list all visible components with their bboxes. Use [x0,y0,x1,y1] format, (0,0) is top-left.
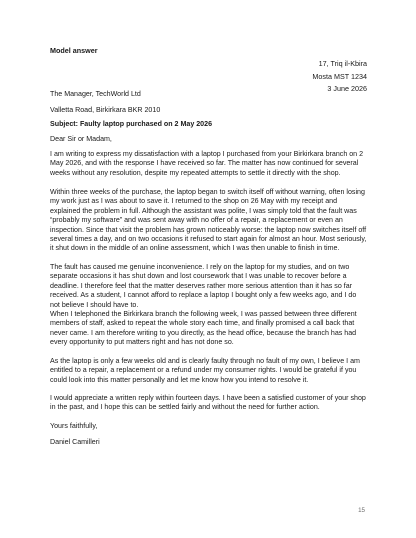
body-paragraph: When I telephoned the Birkirkara branch the following week, I was passed between three different members of staff, asked to repeat the whole story each time, and finally promised a call back that never came. I am therefore writing to you directly, as the head office, because the branch has had every opportunity to put matters right and has not done so. [50,310,357,347]
body-paragraph: I am writing to express my dissatisfaction with a laptop I purchased from your Birkirkara branch on 2 May 2026, and with the response I have received so far. The matter has now continued for several weeks without any resolution, despite my repeated attempts to settle it directly with the shop. [50,150,364,177]
body-paragraph: The fault has caused me genuine inconvenience. I rely on the laptop for my studies, and on two separate occasions it has shut down and lost coursework that I was unable to recover before a deadline. I therefore feel that the matter deserves rather more serious attention than it has so far received. As a student, I cannot afford to replace a laptop I bought only a few weeks ago, and I do not believe I should have to. [50,263,357,309]
document-heading: Model answer [50,46,98,55]
body-paragraph: I would appreciate a written reply within fourteen days. I have been a satisfied customer of your shop in the past, and I hope this can be settled fairly and without the need for further action. [50,394,366,412]
page-number: 15 [358,507,365,514]
body-paragraph: Within three weeks of the purchase, the laptop began to switch itself off without warning, often losing my work just as I was about to save it. I returned to the shop on 26 May with my receipt and explained the problem in full. Although the assistant was polite, I was simply told that the fault was “probably my software” and was sent away with no offer of a repair, a replacement or even an inspection. Since that visit the problem has grown noticeably worse: the laptop now switches itself off several times a day, and on two occasions it refused to start again for almost an hour. Most seriously, it shut down in the middle of an online assessment, which I was then unable to finish in time. [50,188,367,253]
sender-town: Mosta MST 1234 [312,71,367,81]
salutation: Dear Sir or Madam, [50,135,112,143]
signature: Daniel Camilleri [50,438,100,446]
recipient-name: The Manager, TechWorld Ltd [50,90,141,98]
closing: Yours faithfully, [50,422,98,430]
sender-street: 17, Triq il-Kbira [318,59,367,68]
letter-subject: Subject: Faulty laptop purchased on 2 May 2026 [50,120,213,128]
letter-date: 3 June 2026 [327,84,367,94]
recipient-address: Valletta Road, Birkirkara BKR 2010 [50,106,161,114]
body-paragraph: As the laptop is only a few weeks old and is clearly faulty through no fault of my own, I believe I am entitled to a repair, a replacement or a refund under my consumer rights. I would be grateful if you could look into this matter personally and let me know how you intend to resolve it. [50,357,360,384]
